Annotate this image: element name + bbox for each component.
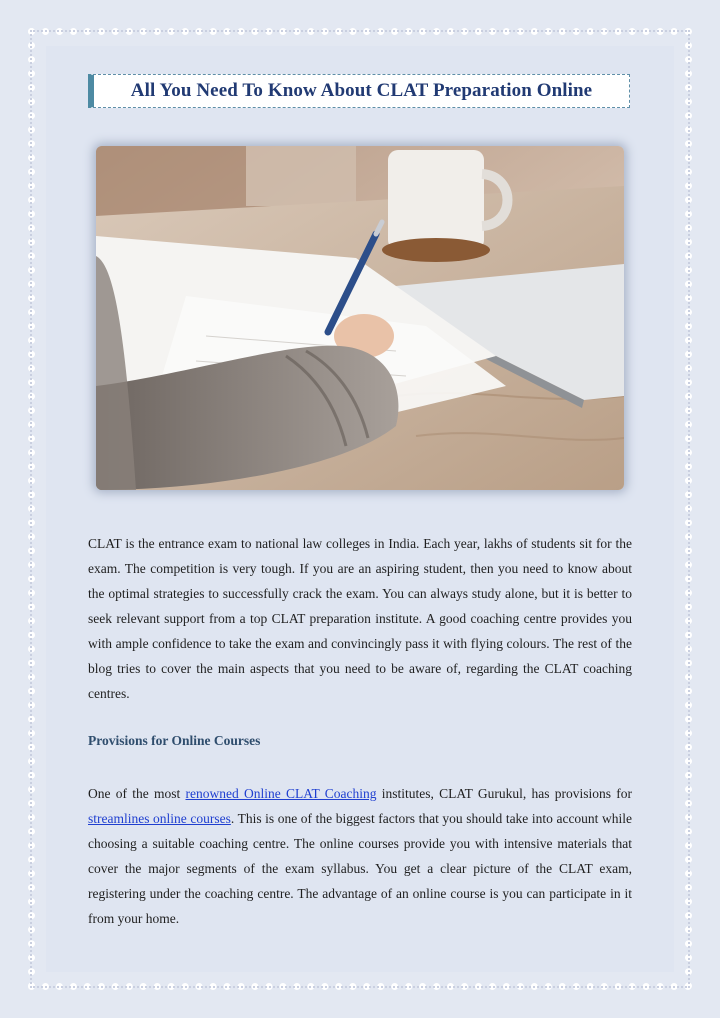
renowned-coaching-link[interactable]: renowned Online CLAT Coaching: [185, 786, 377, 801]
writing-desk-photo-icon: [96, 146, 624, 490]
streamlines-courses-link[interactable]: streamlines online courses: [88, 811, 231, 826]
section-heading: Provisions for Online Courses: [88, 733, 261, 748]
intro-paragraph: CLAT is the entrance exam to national law colleges in India. Each year, lakhs of students sit for the exam. The competition is very tough. If you are an aspiring student, then you need to know about the optimal strategies to successfully crack the exam. You can always study alone, but it is better to seek relevant support from a top CLAT preparation institute. A good coaching centre provides you with ample confidence to take the exam and convincingly pass it with flying colours. The rest of the blog tries to cover the main aspects that you need to be aware of, regarding the CLAT coaching centres.: [88, 536, 632, 701]
hero-photo: [96, 146, 624, 490]
section-paragraph-text: institutes, CLAT Gurukul, has provisions for: [376, 786, 632, 801]
section-paragraph: [88, 781, 632, 931]
page-title: All You Need To Know About CLAT Preparation Online: [130, 80, 593, 101]
title-banner: [88, 74, 630, 108]
section-paragraph-text: One of the most: [88, 786, 186, 801]
section-paragraph-text: . This is one of the biggest factors that you should take into account while choosing a suitable coaching centre. The online courses provide you with intensive materials that cover the major segments of the exam syllabus. You get a clear picture of the CLAT exam, registering under the coaching centre. The advantage of an online course is you can participate in it from your home.: [88, 811, 633, 926]
